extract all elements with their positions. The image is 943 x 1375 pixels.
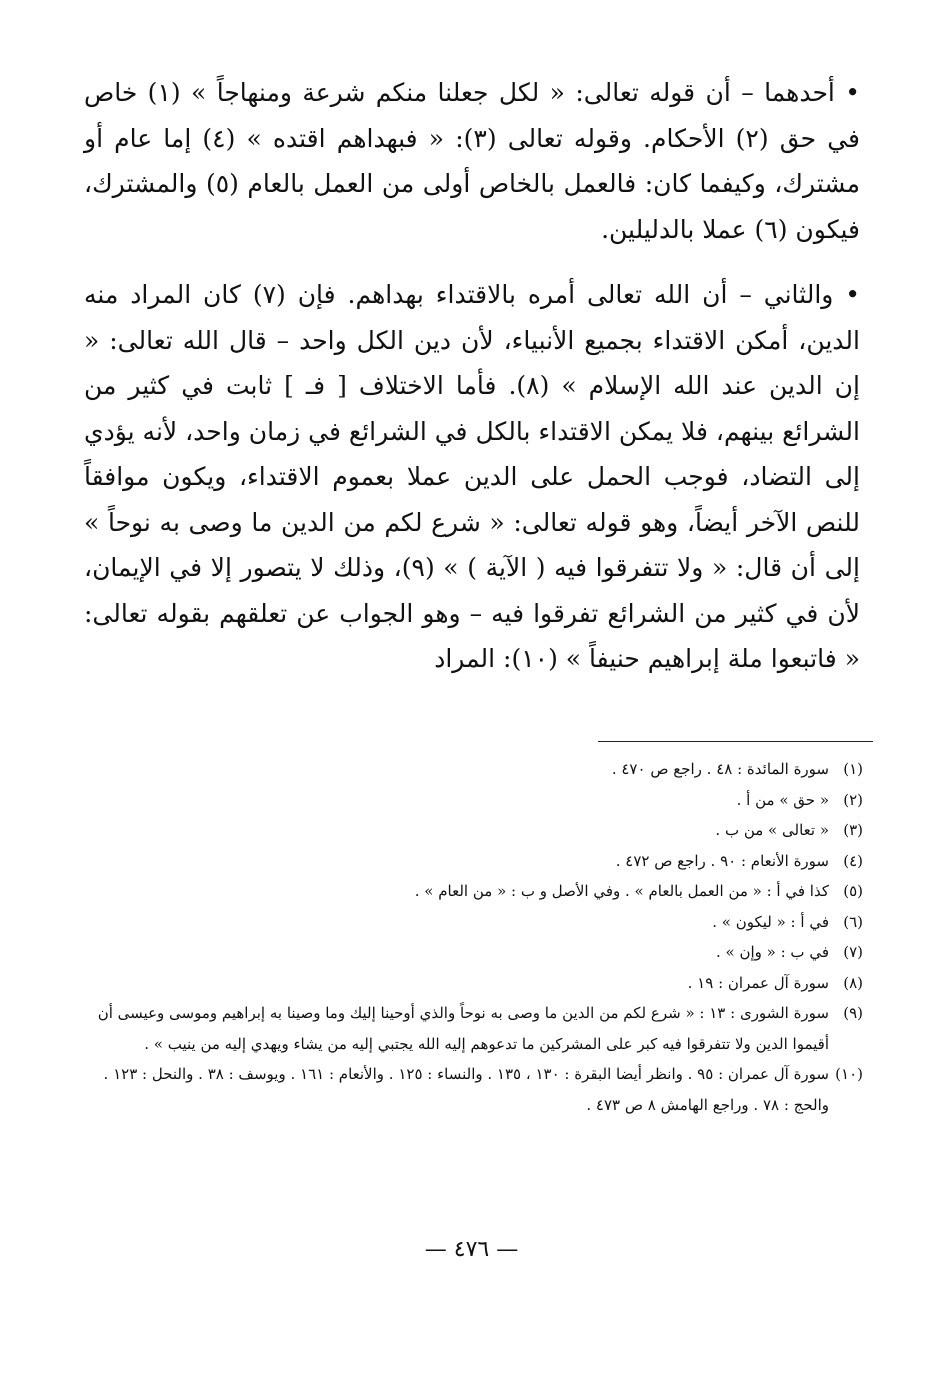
footnote	[84, 937, 863, 968]
footnote-text: في أ : « ليكون » .	[712, 912, 829, 931]
footnote	[84, 907, 863, 938]
footnote-number: (٥)	[843, 882, 863, 900]
footnote	[84, 998, 863, 1059]
footnote-number: (٤)	[843, 851, 863, 870]
footnote-text: سورة الأنعام : ٩٠ . راجع ص ٤٧٢ .	[615, 851, 829, 870]
footnote-text: سورة آل عمران : ٩٥ . وانظر أيضا البقرة : ١٣٠ ، ١٣٥ . والنساء : ١٢٥ . والأنعام : ١٦١ . ويوسف : ٣٨ . والنحل : ١٢٣ . والحج : ٧٨ . وراجع الهامش ٨ ص ٤٧٣ .	[103, 1065, 829, 1114]
footnote-number: (٩)	[843, 1004, 863, 1022]
paragraph-second: • والثاني – أن الله تعالى أمره بالاقتداء بهداهم. فإن (٧) كان المراد منه الدين، أمكن الاقتداء بجميع الأنبياء، لأن دين الكل واحد – قال الله تعالى: « إن الدين عند الله الإسلام » (٨). فأما الاختلاف [ فـ ] ثابت في كثير من الشرائع بينهم، فلا يمكن الاقتداء بالكل في الشرائع في زمان واحد، لأنه يؤدي إلى التضاد، فوجب الحمل على الدين عملا بعموم الاقتداء، ويكون موافقاً للنص الآخر أيضاً، وهو قوله تعالى: « شرع لكم من الدين ما وصى به نوحاً » إلى أن قال: « ولا تتفرقوا فيه ( الآية ) » (٩)، وذلك لا يتصور إلا في الإيمان، لأن في كثير من الشرائع تفرقوا فيه – وهو الجواب عن تعلقهم بقوله تعالى: « فاتبعوا ملة إبراهيم حنيفاً » (١٠): المراد	[84, 280, 860, 673]
footnote-text: « تعالى » من ب .	[715, 821, 829, 839]
footnote-number: (١٠)	[835, 1065, 863, 1083]
footnote-text: « حق » من أ .	[736, 790, 829, 809]
footnote-separator	[598, 741, 873, 742]
footnote-number: (٧)	[843, 943, 863, 961]
paragraph-first: • أحدهما – أن قوله تعالى: « لكل جعلنا منكم شرعة ومنهاجاً » (١) خاص في حق (٢) الأحكام. وقوله تعالى (٣): « فبهداهم اقتده » (٤) إما عام أو مشترك، وكيفما كان: فالعمل بالخاص أولى من العمل بالعام (٥) والمشترك، فيكون (٦) عملا بالدليلين.	[84, 78, 861, 244]
footnote-number: (١)	[843, 760, 863, 778]
footnote-number: (٦)	[843, 912, 863, 931]
footnote	[84, 876, 863, 907]
footnote	[84, 968, 863, 999]
page-number: — ٤٧٦ —	[424, 1237, 519, 1262]
footnote	[84, 846, 863, 877]
footnote-text: سورة المائدة : ٤٨ . راجع ص ٤٧٠ .	[611, 760, 829, 778]
footnote	[84, 1059, 863, 1120]
main-text	[84, 70, 860, 682]
footnote-number: (٢)	[843, 790, 863, 809]
footnote-text: سورة آل عمران : ١٩ .	[687, 973, 829, 992]
footnote-text: في ب : « وإن » .	[715, 943, 829, 961]
footnote	[84, 785, 863, 816]
footnote-text: كذا في أ : « من العمل بالعام » . وفي الأصل و ب : « من العام » .	[414, 882, 829, 900]
footnote-number: (٨)	[843, 973, 863, 992]
footnote	[84, 754, 863, 785]
footnote-text: سورة الشورى : ١٣ : « شرع لكم من الدين ما وصى به نوحاً والذي أوحينا إليك وما وصينا به إبراهيم وموسى وعيسى أن أقيموا الدين ولا تتفرقوا فيه كبر على المشركين ما تدعوهم إليه الله يجتبي إليه من يشاء ويهدي إليه من ينيب » .	[97, 1004, 829, 1053]
footnote-number: (٣)	[843, 821, 863, 839]
footnote	[84, 815, 863, 846]
footnotes	[84, 754, 863, 1120]
